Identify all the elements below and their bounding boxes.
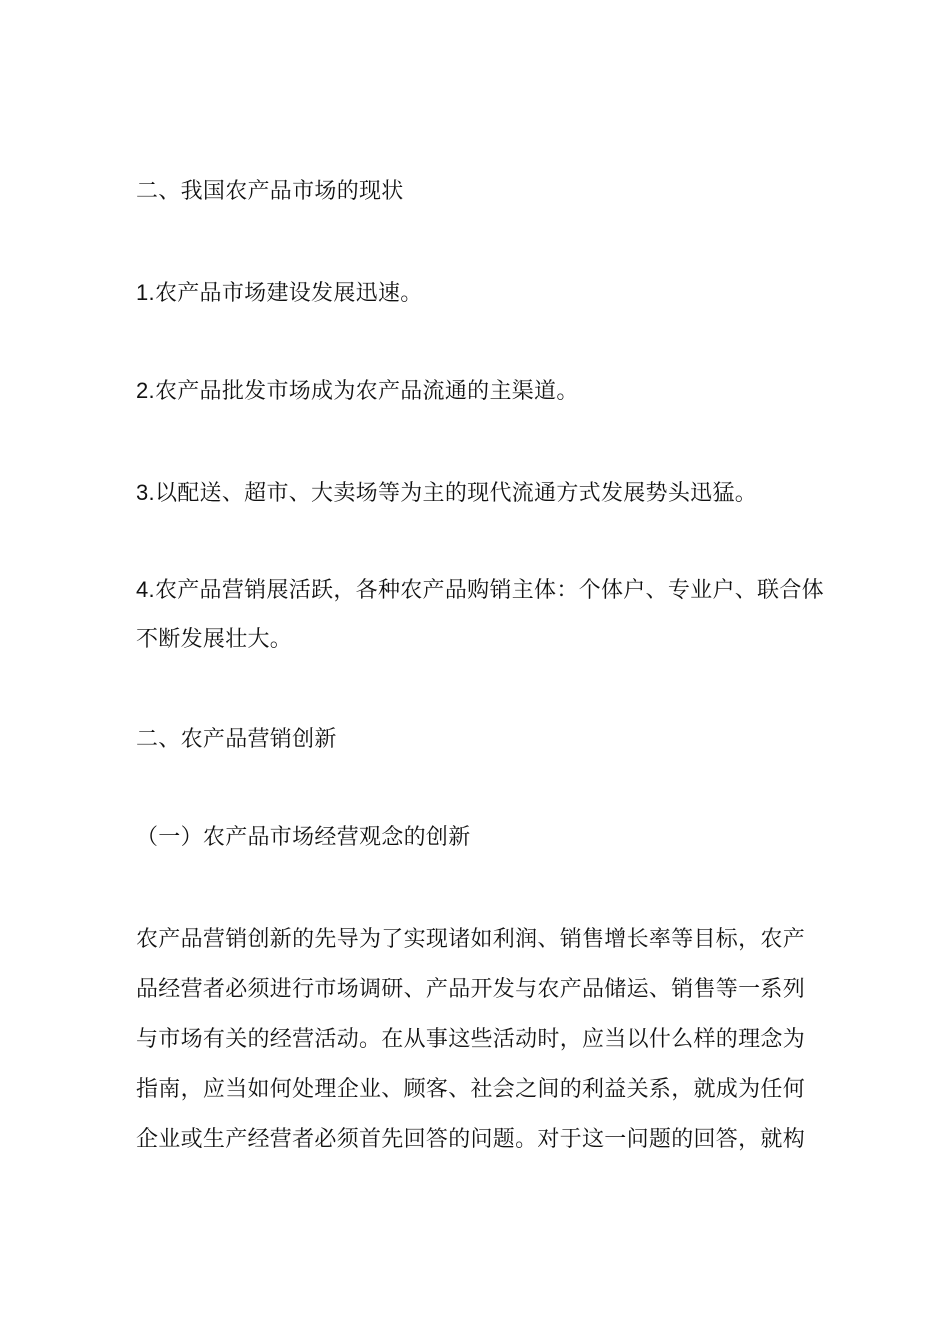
list-item-text: 农产品营销展活跃，各种农产品购销主体：个体户、专业户、联合体 [154,578,824,603]
list-item-1 [136,277,836,310]
list-item-4-continuation: 不断发展壮大。 [136,627,293,652]
list-item-3 [136,477,836,510]
paragraph-line: 指南，应当如何处理企业、顾客、社会之间的利益关系，就成为任何 [136,1077,806,1102]
paragraph-line: 与市场有关的经营活动。在从事这些活动时，应当以什么样的理念为 [136,1027,806,1052]
heading-market-status: 二、我国农产品市场的现状 [136,179,404,204]
list-item-text: 以配送、超市、大卖场等为主的现代流通方式发展势头迅猛。 [154,481,758,506]
list-item-4 [136,574,836,607]
paragraph-line: 企业或生产经营者必须首先回答的问题。对于这一问题的回答，就构 [136,1127,806,1152]
list-item-number: 3. [136,480,155,505]
paragraph-line: 品经营者必须进行市场调研、产品开发与农产品储运、销售等一系列 [136,977,806,1002]
subheading-concept-innovation: （一）农产品市场经营观念的创新 [136,825,471,850]
body-paragraph [136,915,836,1165]
list-item-number: 1. [136,280,155,305]
list-item-number: 2. [136,378,155,403]
list-item-text: 农产品批发市场成为农产品流通的主渠道。 [154,379,579,404]
list-item-2 [136,375,836,408]
paragraph-line: 农产品营销创新的先导为了实现诸如利润、销售增长率等目标，农产 [136,927,806,952]
list-item-number: 4. [136,577,155,602]
heading-innovation: 二、农产品营销创新 [136,727,337,752]
list-item-text: 农产品市场建设发展迅速。 [154,281,423,306]
